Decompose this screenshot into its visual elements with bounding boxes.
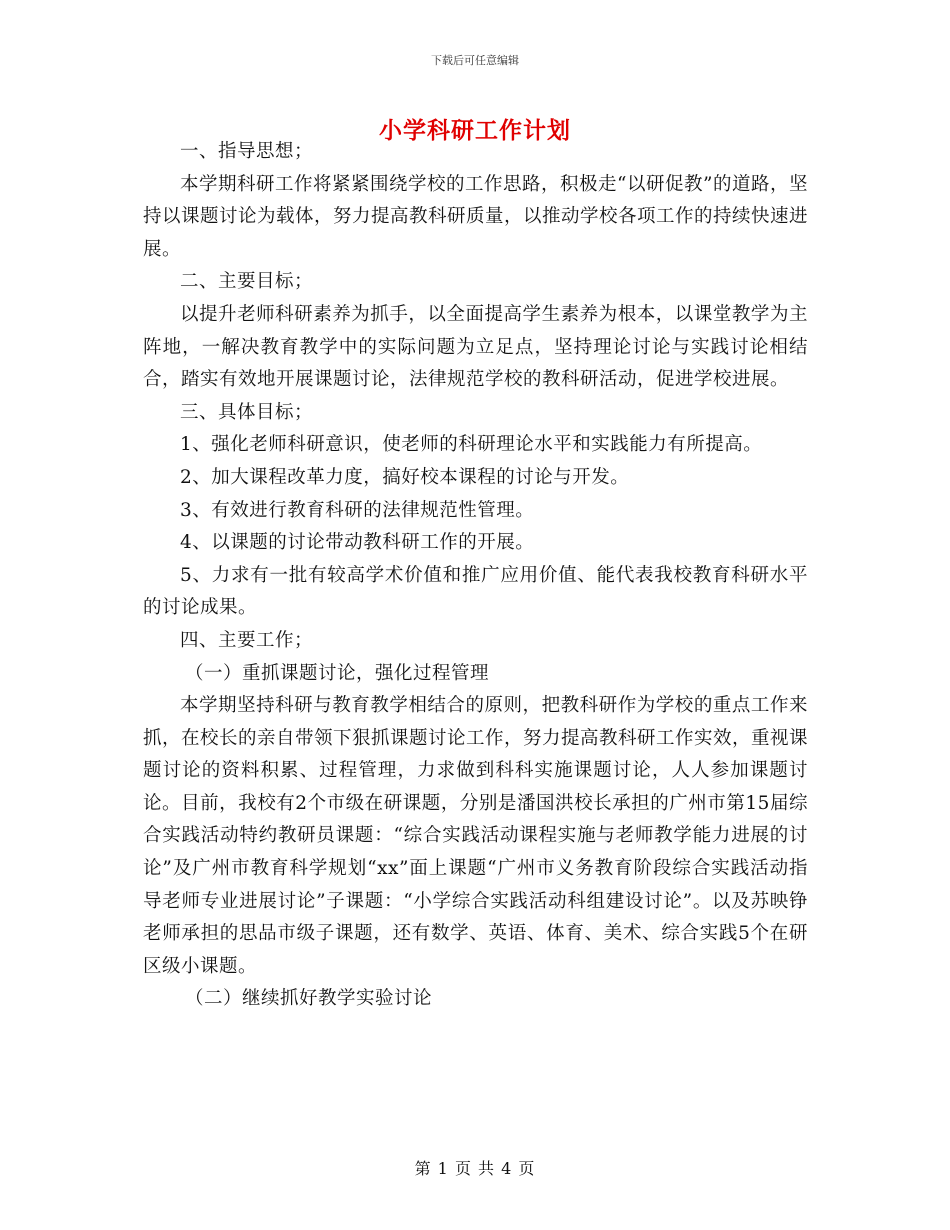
list-item-goal-5: 5、力求有一批有较高学术价值和推广应用价值、能代表我校教育科研水平的讨论成果。 [143, 564, 808, 619]
section-heading-guiding-thought: 一、指导思想； [180, 141, 314, 162]
page-number: 第 1 页 共 4 页 [414, 1159, 536, 1178]
section-heading-main-work: 四、主要工作； [180, 629, 314, 651]
list-item-goal-3: 3、有效进行教育科研的法律规范性管理。 [180, 499, 535, 521]
list-item-goal-1: 1、强化老师科研意识，使老师的科研理论水平和实践能力有所提高。 [180, 434, 763, 456]
document-title: 小学科研工作计划 [379, 117, 571, 144]
document-body [143, 136, 808, 1016]
paragraph-guiding-thought: 本学期科研工作将紧紧围绕学校的工作思路，积极走“以研促教”的道路，坚持以课题讨论为载体，努力提高教科研质量，以推动学校各项工作的持续快速进展。 [143, 173, 809, 260]
list-item-goal-2: 2、加大课程改革力度，搞好校本课程的讨论与开发。 [180, 466, 630, 488]
section-heading-main-goals: 二、主要目标； [180, 271, 314, 293]
section-heading-specific-goals: 三、具体目标； [180, 401, 314, 423]
subheading-research-management: （一）重抓课题讨论，强化过程管理 [185, 662, 490, 684]
list-item-goal-4: 4、以课题的讨论带动教科研工作的开展。 [180, 532, 535, 554]
paragraph-main-goals: 以提升老师科研素养为抓手，以全面提高学生素养为根本，以课堂教学为主阵地，一解决教育教学中的实际问题为立足点，坚持理论讨论与实践讨论相结合，踏实有效地开展课题讨论，法律规范学校的教科研活动，促进学校进展。 [143, 303, 808, 391]
paragraph-research-management: 本学期坚持科研与教育教学相结合的原则，把教科研作为学校的重点工作来抓，在校长的亲自带领下狠抓课题讨论工作，努力提高教科研工作实效，重视课题讨论的资料积累、过程管理，力求做到科科实施课题讨论，人人参加课题讨论。目前，我校有2个市级在研课题，分别是潘国洪校长承担的广州市第15届综合实践活动特约教研员课题：“综合实践活动课程实施与老师教学能力进展的讨论”及广州市教育科学规划“xx”面上课题“广州市义务教育阶段综合实践活动指导老师专业进展讨论”子课题：“小学综合实践活动科组建设讨论”。以及苏映铮老师承担的思品市级子课题，还有数学、英语、体育、美术、综合实践5个在研区级小课题。 [143, 695, 809, 977]
subheading-teaching-experiment: （二）继续抓好教学实验讨论 [185, 988, 433, 1010]
page-header-note: 下载后可任意编辑 [431, 54, 519, 67]
